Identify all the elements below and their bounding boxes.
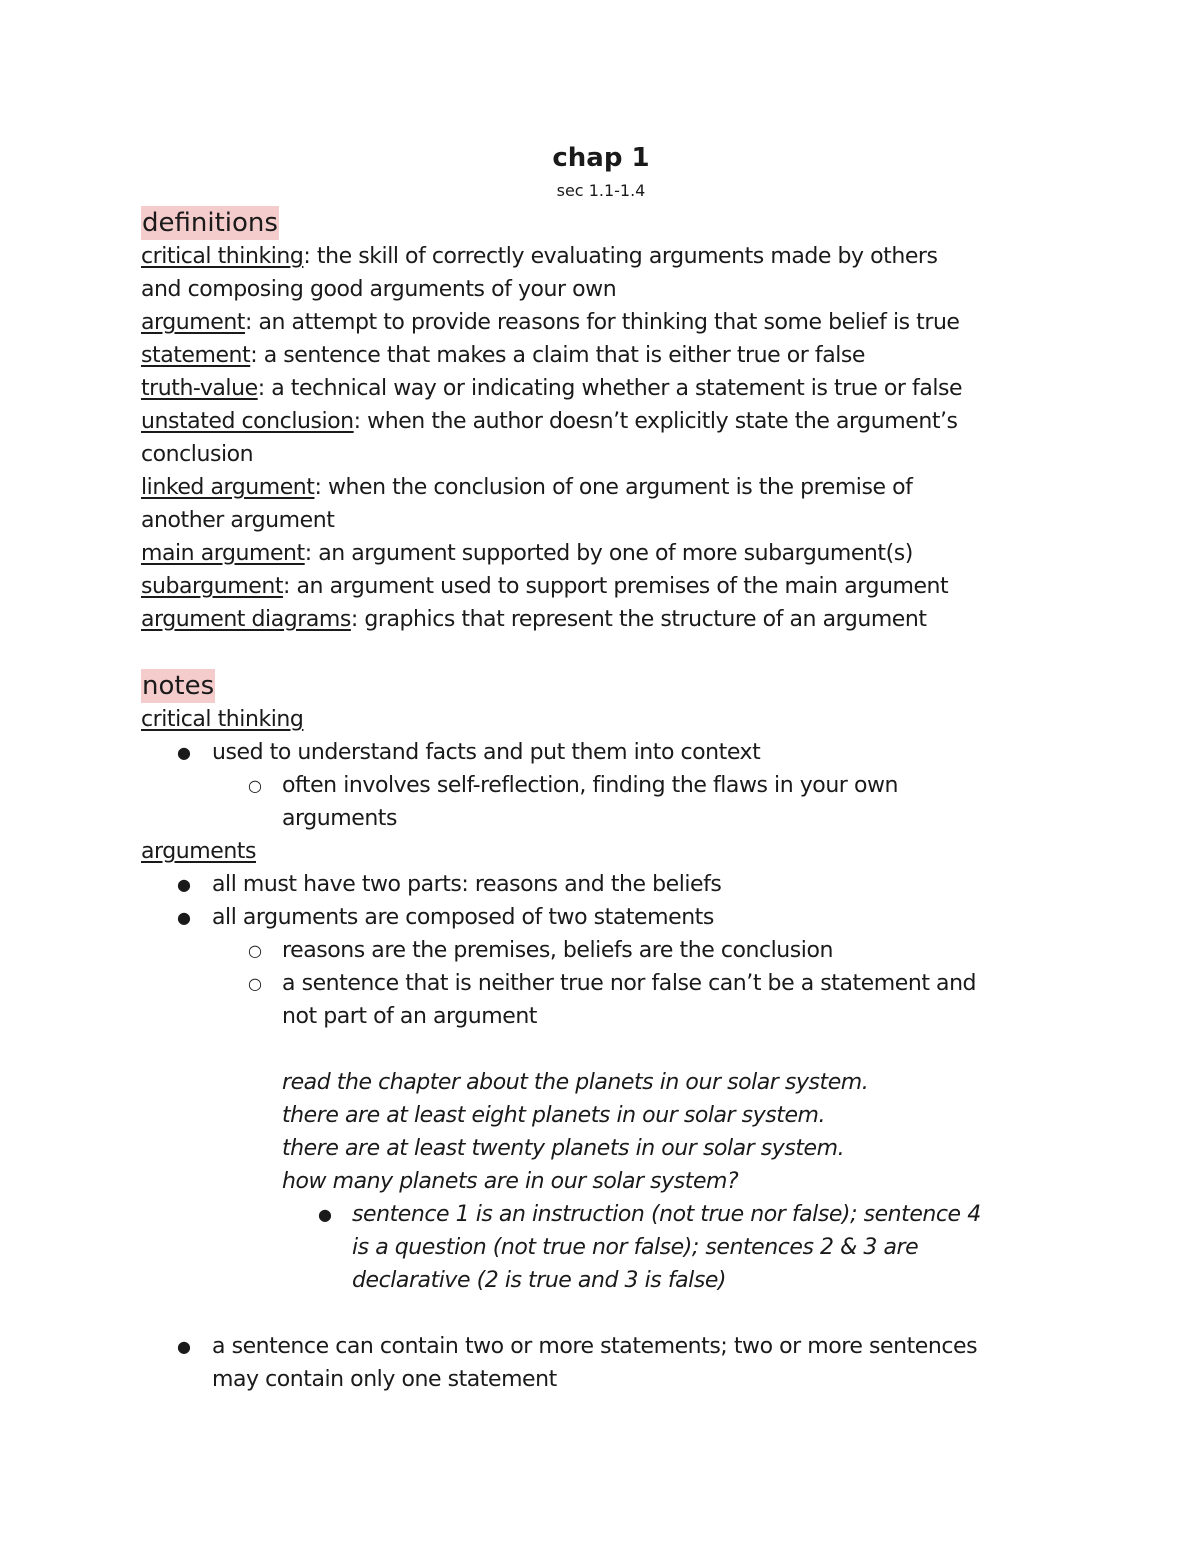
example-sentence: how many planets are in our solar system? [282, 1169, 739, 1194]
list-item-text: often involves self-reflection, finding the flaws in your own [282, 773, 898, 798]
list-item [141, 769, 1061, 802]
list-item-continuation: not part of an argument [282, 1004, 537, 1029]
definition-term: argument [141, 310, 245, 335]
definition-continuation: conclusion [141, 442, 254, 467]
list-item-continuation: declarative (2 is true and 3 is false) [352, 1268, 727, 1293]
definition-text: : a sentence that makes a claim that is either true or false [250, 343, 866, 368]
notes-subheading-critical-thinking: critical thinking [141, 707, 304, 732]
bullet-filled-icon: ● [318, 1205, 332, 1224]
definition-term: linked argument [141, 475, 315, 500]
list-item-text: a sentence that is neither true nor false can’t be a statement and [282, 971, 977, 996]
bullet-hollow-icon: ○ [248, 776, 262, 795]
spacer [141, 1033, 1061, 1066]
definition-term: subargument [141, 574, 284, 599]
bullet-hollow-icon: ○ [248, 941, 262, 960]
list-item [141, 868, 1061, 901]
list-item-text: used to understand facts and put them into context [212, 740, 761, 765]
definition-text: : when the conclusion of one argument is the premise of [314, 475, 913, 500]
definition-statement [141, 339, 1061, 372]
list-item [141, 1330, 1061, 1363]
bullet-filled-icon: ● [177, 1337, 191, 1356]
document-page [141, 140, 1061, 1396]
definition-truth-value [141, 372, 1061, 405]
spacer [141, 636, 1061, 669]
definition-text: : an argument used to support premises of the main argument [283, 574, 949, 599]
definition-subargument [141, 570, 1061, 603]
list-item-text: all arguments are composed of two statements [212, 905, 714, 930]
definition-continuation: another argument [141, 508, 335, 533]
definitions-heading: definitions [142, 208, 278, 238]
definition-term: truth-value [141, 376, 258, 401]
bullet-filled-icon: ● [177, 908, 191, 927]
definition-term: main argument [141, 541, 305, 566]
list-item [141, 967, 1061, 1000]
list-item [141, 901, 1061, 934]
definition-text: : an argument supported by one of more subargument(s) [304, 541, 913, 566]
definition-term: argument diagrams [141, 607, 351, 632]
definition-term: statement [141, 343, 251, 368]
definition-critical-thinking [141, 240, 1061, 273]
notes-heading: notes [142, 671, 215, 701]
definition-text: : a technical way or indicating whether a statement is true or false [257, 376, 963, 401]
example-sentence: there are at least eight planets in our solar system. [282, 1103, 826, 1128]
definition-text: : an attempt to provide reasons for thinking that some belief is true [244, 310, 960, 335]
definition-linked-argument [141, 471, 1061, 504]
definition-text: : when the author doesn’t explicitly state the argument’s [353, 409, 958, 434]
list-item-continuation: arguments [282, 806, 397, 831]
list-item [141, 736, 1061, 769]
list-item-continuation: may contain only one statement [212, 1367, 557, 1392]
definition-term: critical thinking [141, 244, 304, 269]
definition-argument [141, 306, 1061, 339]
definition-text: : graphics that represent the structure of an argument [350, 607, 927, 632]
definition-continuation: and composing good arguments of your own [141, 277, 617, 302]
bullet-filled-icon: ● [177, 875, 191, 894]
example-sentence: there are at least twenty planets in our solar system. [282, 1136, 845, 1161]
bullet-filled-icon: ● [177, 743, 191, 762]
definition-unstated-conclusion [141, 405, 1061, 438]
example-sentence: read the chapter about the planets in our solar system. [282, 1070, 869, 1095]
definition-term: unstated conclusion [141, 409, 354, 434]
list-item-text: a sentence can contain two or more statements; two or more sentences [212, 1334, 978, 1359]
list-item-text: sentence 1 is an instruction (not true nor false); sentence 4 [352, 1202, 981, 1227]
list-item-text: reasons are the premises, beliefs are the conclusion [282, 938, 833, 963]
page-title: chap 1 [552, 143, 650, 173]
list-item [141, 934, 1061, 967]
definition-text: : the skill of correctly evaluating arguments made by others [303, 244, 938, 269]
definition-main-argument [141, 537, 1061, 570]
bullet-hollow-icon: ○ [248, 974, 262, 993]
notes-subheading-arguments: arguments [141, 839, 256, 864]
list-item [141, 1198, 1061, 1231]
page-subtitle: sec 1.1-1.4 [556, 181, 646, 200]
spacer [141, 1297, 1061, 1330]
list-item-continuation: is a question (not true nor false); sentences 2 & 3 are [352, 1235, 919, 1260]
definition-argument-diagrams [141, 603, 1061, 636]
list-item-text: all must have two parts: reasons and the beliefs [212, 872, 722, 897]
